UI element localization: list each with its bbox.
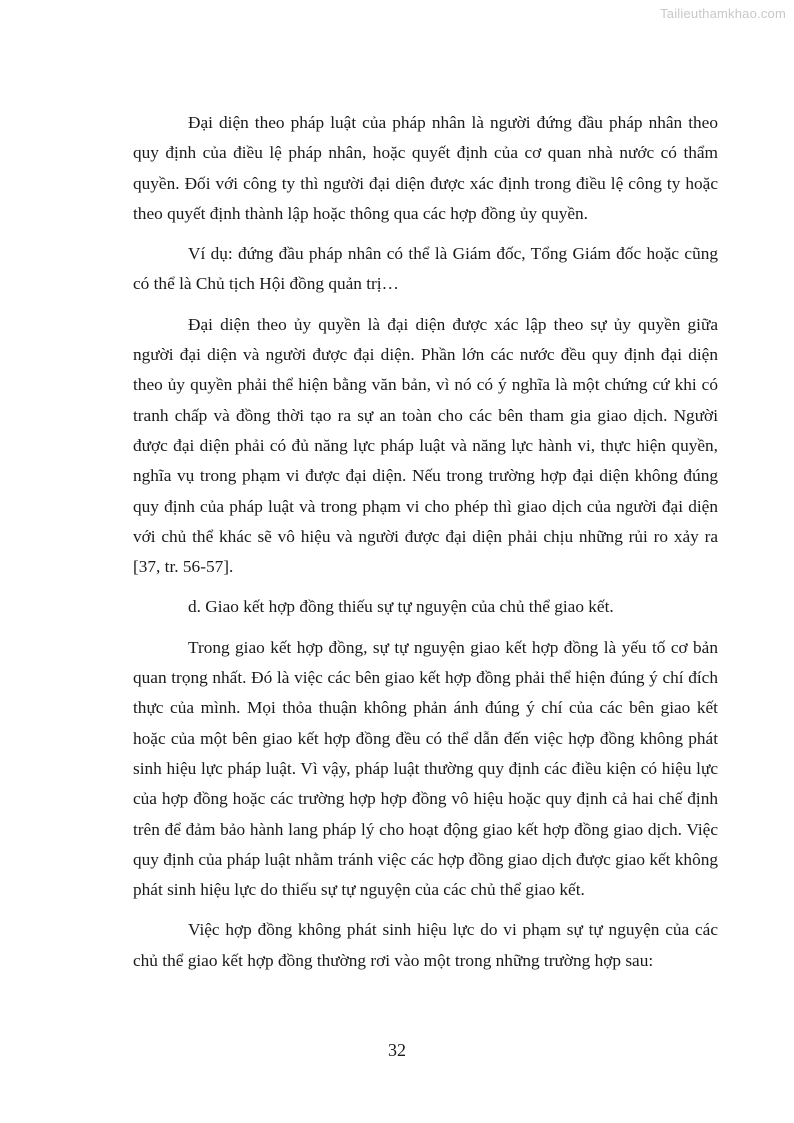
document-body — [133, 108, 718, 976]
paragraph-authorized-representative: Đại diện theo ủy quyền là đại diện được xác lập theo sự ủy quyền giữa người đại diện và người được đại diện. Phần lớn các nước đều quy định đại diện theo ủy quyền phải thể hiện bằng văn bản, vì nó có ý nghĩa là một chứng cứ khi có tranh chấp và đồng thời tạo ra sự an toàn cho các bên tham gia giao dịch. Người được đại diện phải có đủ năng lực pháp luật và năng lực hành vi, thực hiện quyền, nghĩa vụ trong phạm vi được đại diện. Nếu trong trường hợp đại diện không đúng quy định của pháp luật và trong phạm vi cho phép thì giao dịch của người đại diện với chủ thể khác sẽ vô hiệu và người được đại diện phải chịu những rủi ro xảy ra [37, tr. 56-57]. — [133, 314, 718, 577]
paragraph-example: Ví dụ: đứng đầu pháp nhân có thể là Giám đốc, Tổng Giám đốc hoặc cũng có thể là Chủ tịch Hội đồng quản trị… — [133, 244, 718, 294]
paragraph-voluntariness: Trong giao kết hợp đồng, sự tự nguyện giao kết hợp đồng là yếu tố cơ bản quan trọng nhất. Đó là việc các bên giao kết hợp đồng phải thể hiện đúng ý chí đích thực của mình. Mọi thỏa thuận không phản ánh đúng ý chí của các bên giao kết hoặc của một bên giao kết hợp đồng đều có thể dẫn đến việc hợp đồng không phát sinh hiệu lực pháp luật. Vì vậy, pháp luật thường quy định các điều kiện có hiệu lực của hợp đồng hoặc các trường hợp hợp đồng vô hiệu hoặc quy định cả hai chế định trên để đảm bảo hành lang pháp lý cho hoạt động giao kết hợp đồng giao dịch. Việc quy định của pháp luật nhằm tránh việc các hợp đồng giao dịch được giao kết không phát sinh hiệu lực do thiếu sự tự nguyện của các chủ thể giao kết. — [133, 637, 718, 900]
paragraph-legal-representative: Đại diện theo pháp luật của pháp nhân là người đứng đầu pháp nhân theo quy định của điều lệ pháp nhân, hoặc quyết định của cơ quan nhà nước có thẩm quyền. Đối với công ty thì người đại diện được xác định trong điều lệ công ty hoặc theo quyết định thành lập hoặc thông qua các hợp đồng ủy quyền. — [133, 113, 718, 223]
page-number: 32 — [388, 1040, 406, 1060]
section-heading-d: d. Giao kết hợp đồng thiếu sự tự nguyện của chủ thể giao kết. — [188, 597, 614, 617]
paragraph-cases-intro: Việc hợp đồng không phát sinh hiệu lực do vi phạm sự tự nguyện của các chủ thể giao kết hợp đồng thường rơi vào một trong những trường hợp sau: — [133, 920, 718, 970]
watermark: Tailieuthamkhao.com — [660, 6, 786, 21]
